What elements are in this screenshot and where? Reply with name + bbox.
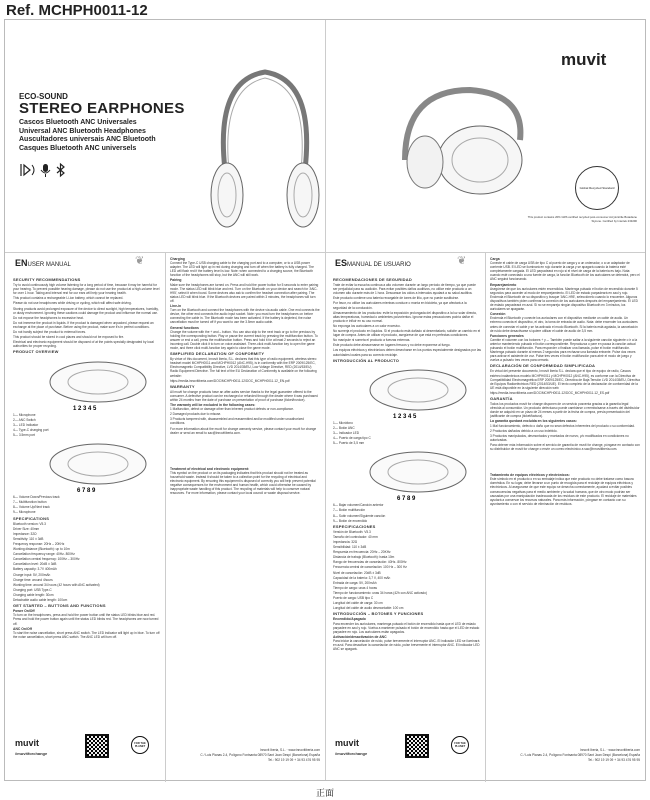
en-conformity-title: SIMPLIFIED DECLARATION OF CONFORMITY	[170, 351, 265, 357]
es-overview-diagram-1	[333, 364, 479, 420]
en-column-2	[170, 256, 320, 781]
en-address: C / Luis Planas 2-4, Polígono Fontsanta 08970 Sant Joan Despí (Barcelona) España	[200, 753, 320, 758]
es-warranty-text: Todos los productos muvit for change disponen de un servicio posventa gracias a la garantía legal ofrecida al consumidor. Un producto defectuoso puede cambiarse o reembolsarse a través del distribuidor donde se adquirió en un plazo de 24 meses a partir de la fecha de compra, previa presentación del justificante de compra (ticket/factura).	[490, 402, 640, 419]
en-warranty-title: WARRANTY	[170, 383, 195, 389]
cover-languages	[19, 119, 156, 153]
fold-es	[485, 252, 486, 782]
en-spec: Battery capacity: 3.7V 400mAh	[13, 567, 57, 572]
en-spec: Working distance (Bluetooth): up to 10m	[13, 547, 70, 552]
cover-lang-pt: Auscultadores universais ANC Bluetooth	[19, 136, 156, 143]
es-spec: Versión de Bluetooth: V5.3	[333, 529, 371, 534]
en-anc-title: ANC On/Off	[13, 626, 32, 631]
es-spec: Respuesta en frecuencia: 20Hz – 20KHz	[333, 550, 391, 555]
es-started-title: INTRODUCCIÓN – BOTONES Y FUNCIONES	[333, 611, 424, 617]
cover-eco-label: ECO-SOUND	[19, 92, 68, 101]
headphones-front-image	[205, 60, 325, 240]
en-planet-badge	[131, 736, 149, 754]
es-spec: Frecuencia central de cancelación: 100 Hz – 300 Hz	[333, 565, 407, 570]
en-specs-title: SPECIFICATIONS	[13, 515, 50, 521]
es-general-title: Funciones generales	[490, 333, 524, 338]
en-warranty-excl: 3 Products tampered with, disassembled and reassembled and/or modified under unauthorized conditions.	[170, 417, 304, 426]
es-pairing-text: Asegúrese de que los auriculares estén encendidos. Mantenga pulsado el botón de encendido durante 5 segundos para acceder al modo de emparejamiento. El LED de estado parpadeará en azul y rojo. Encienda el Bluetooth de su dispositivo y busque 'ANC-H95', selecciónelo cuando lo encuentre. Algunos dispositivos también piden confirmar la conexión de los auriculares después del emparejamiento. El LED de estado parpadeará en azul. Si no se empareja ningún dispositivo Bluetooth en 3 minutos, los auriculares se apagarán.	[490, 286, 638, 312]
es-power-title: Encendido/Apagado	[333, 617, 366, 622]
en-phone: Tel.: 902 19 19 09 + 34 93 476 95 95	[267, 758, 320, 763]
es-overview-item: 8— Subir volumen/Siguiente canción	[333, 513, 386, 518]
es-overview-item: 9— Botón de encendido	[333, 518, 368, 523]
en-spec: Bluetooth version: V5.3	[13, 521, 46, 526]
en-safety-item: Please do not use headphones while driving or cycling, which will affect safe driving.	[13, 301, 132, 306]
es-anc-title: Activación/desactivación de ANC	[333, 634, 387, 639]
en-spec: Charging cable length: 30cm	[13, 592, 54, 597]
es-charging-text: Conecte el cable de carga USB de tipo C al puerto de carga y a un ordenador, o a un adaptador de corriente USB. El LED se iluminará en rojo durante la carga y se apagará cuando la batería esté completamente cargada. El LED parpadeará en rojo si el nivel de carga de la batería es bajo. Nota: cuando esté conectado a una fuente de carga, la función Bluetooth de los auriculares se detendrá, pero el ANC seguirá funcionando.	[490, 261, 640, 282]
es-safety-item: Por favor, no utilice los auriculares mientras conduce o monta en bicicleta, ya que afectará a la seguridad de la conducción.	[333, 301, 467, 310]
es-company-info	[490, 748, 640, 763]
en-safety-item: Electrical and electronic equipment should be disposed of at the points specially designated by local authorities for proper recycling.	[13, 340, 154, 349]
es-phone: Tel.: 902 19 19 09 + 34 93 476 95 95	[587, 758, 640, 763]
es-spec: Tiempo de carga: unas 4 horas	[333, 585, 378, 590]
en-pairing-title: Pairing	[170, 278, 182, 283]
grs-seal-text: Global Recycled Standard	[579, 186, 615, 190]
en-qr-code	[85, 734, 109, 758]
recycle-note: This product contains 20% GRS certified recycled post-consumer Acrylonitrile Butadiene Styrene. Certified by Intertek 233290	[527, 215, 637, 223]
en-linein-text: Turn on the Bluetooth and connect the headphones with the device via audio cable. One end connects the device, the other end connects the audio input socket. Note: you must turn the headphones on before connecting the cable in. The Bluetooth mode has been activated. If the battery is depleted, the noise cancellation must be turned off if you want to use the 3.5mm audio cable.	[170, 308, 320, 325]
en-conformity-url[interactable]: https://media.innovitiberia.com/DOC/MCHPH0011-12/DOC_MCHPH0011-12_EN.pdf	[170, 378, 290, 383]
es-overview-item: 5— Puerto de 3,5 mm	[333, 441, 365, 446]
en-overview-diagram-1	[13, 356, 159, 412]
vertical-fold	[325, 20, 326, 780]
reference-code: Ref. MCHPH0011-12	[6, 2, 148, 19]
es-linein-text: Encienda el Bluetooth y conecte los auriculares con el dispositivo mediante un cable de audio. Un extremo conecta el dispositivo, el otro, la toma de entrada de audio. Nota: debe encender los auriculares antes de conectar el cable y se ha activado el modo Bluetooth. Si la batería está agotada, la cancelación de ruido debe desactivarse si quiere utilizar el cable de audio de 3,5 mm.	[490, 316, 638, 333]
en-overview-item: 3— LED Indicator	[13, 422, 39, 427]
en-overview-item: 5— 3.5mm port	[13, 432, 35, 437]
en-spec: Charge time: around 4hours	[13, 577, 53, 582]
es-planet-text: FOR THE PLANET	[454, 742, 466, 748]
en-column-1	[13, 276, 161, 781]
en-safety-item: Do not immerse the product in liquids. If the product is damaged when unpacked, please request an exchange at the place of purchase. Before using the product, make sure it's in perfect conditions.	[13, 320, 154, 329]
leaf-icon: ❦	[135, 255, 145, 267]
es-power-text: Para encender los auriculares, mantenga pulsado el botón de encendido hasta que el LED de estado parpadee en azul y rojo. Vuelva a mantener pulsado el botón de encendido hasta que el LED de estado parpadee en rojo. Los auriculares están apagados.	[333, 621, 480, 634]
en-spec: Detachable audio cable length: 100cm	[13, 598, 68, 603]
en-overview-item: 1— Microphone	[13, 412, 36, 417]
en-overview-item: 7— Multifunction button	[13, 500, 47, 505]
headphones-side-image	[385, 80, 535, 200]
brand-logo	[561, 50, 606, 70]
en-overview-item: 2— ANC Switch	[13, 417, 36, 422]
es-safety-item: Trate de evitar la escucha continua a alto volumen durante un largo período de tiempo, ya que puede ser perjudicial para su audición. Para evitar posibles daños auditivos, no utilice este producto a un volumen alto durante más de 1 hora. Descansar los oídos a intervalos ayudará a su salud auditiva.	[333, 283, 476, 296]
en-pairing-text: Make sure the headphones are turned on. Press and hold the power button for 5 seconds to enter pairing mode. The status LED will blink blue and red. Turn on the Bluetooth on your device and search for 'ANC-H95', select it when found. Some devices also ask to confirm the headset connection after pairing. The status LED will blink blue. If the Bluetooth devices are paired within 3 minutes, the headphones will turn off.	[170, 282, 319, 303]
en-safety-item: Storing products avoid prolonged exposure of the device to direct sunlight, high temperatures, humidity, or dusty environment. Ignoring these cautions could damage the product and influence the normal use.	[13, 306, 159, 315]
es-spec: Tiempo de funcionamiento: unas 34 horas (42h con ANC activado)	[333, 590, 427, 595]
es-general-text: Cambie el volumen con los botones + y –. También puede saltar a la siguiente canción siguiente o ir a la anterior manteniendo pulsado el botón correspondiente. Reproduzca o pare en pausa la canción actual pulsando el botón multifunción. Para responder o finalizar una llamada, pulse el botón multifunción. Mantenga pulsado durante al menos 2 segundos para rechazar una llamada entrante. Pulse dos veces para activar el asistente de voz. Pulse tres veces el botón multifunción para abrir el modo de juego y vuelva a pulsarlo tres veces para cerrarlo.	[490, 337, 638, 363]
es-warranty-excl: 3 Productos manipulados, desmontados y montados de nuevo, y/o modificados en condiciones no autorizadas.	[490, 433, 629, 442]
es-overview-title: INTRODUCCIÓN AL PRODUCTO	[333, 357, 400, 363]
microphone-icon	[41, 164, 50, 177]
es-charging-title: Carga	[490, 257, 500, 261]
es-weee-text: Este símbolo en el producto o en su embalaje indica que este producto no debe tratarse como basura doméstica. En su lugar, debe llevarse a un punto de recogida para el reciclaje de equipos eléctricos y electrónicos. Al asegurarse de que este equipo se desecha correctamente, ayudará a evitar posibles consecuencias negativas para el medio ambiente y la salud humana, que de otro modo podrían ser causadas por una manipulación inadecuada de los residuos de este producto. El reciclaje de materiales ayudará a conservar los recursos naturales. Para más información, póngase en contacto con su ayuntamiento o con el servicio de eliminación de residuos.	[490, 477, 637, 506]
es-spec: Tamaño del controlador: 40 mm	[333, 534, 378, 539]
es-warranty-excl: 2 Productos dañados debido a un uso indebido.	[490, 428, 558, 433]
leaf-icon: ❦	[457, 255, 467, 267]
en-spec: Charge input: 5V, 200mAh	[13, 572, 51, 577]
en-overview-item: 8— Volume Up/Next track	[13, 505, 50, 510]
es-safety-item: No sumerja el producto en líquidos. Si el producto está dañado al desembalarlo, solicite un cambio en el lugar de compra. Antes de utilizar el producto, asegúrese de que está en perfectas condiciones.	[333, 329, 481, 338]
en-spec: Driver Size: 40mm	[13, 526, 40, 531]
cover-title: STEREO EARPHONES	[19, 100, 185, 117]
en-safety-item: Try to avoid continuously high volume listening for a long period of time, because it may be harmful for your hearing. To prevent possible hearing damage, please do not use the product at a high-volume level for over 1 hour. Taking and interval rest for our ears will help your hearing health.	[13, 283, 160, 296]
en-overview-title: PRODUCT OVERVIEW	[13, 349, 59, 355]
es-spec: Entrada de carga: 5V, 200mAh	[333, 580, 377, 585]
svg-text:6 7 8 9: 6 7 8 9	[77, 488, 96, 495]
en-overview-item: 6— Volume Down/Previous track	[13, 495, 60, 500]
en-brand-footer-name: muvit	[15, 738, 40, 748]
es-spec: Impedancia: 32Ω	[333, 540, 358, 544]
es-spec: Rango de frecuencias de cancelación: 40Hz- 800Hz	[333, 560, 407, 565]
feature-icons	[19, 162, 75, 178]
es-anc-text: Para iniciar la cancelación de ruido, pulse brevemente el interruptor ANC. El indicador LED se iluminará en azul. Para desactivar la cancelación de ruido, pulse brevemente el interruptor ANC. El indicador LED ANC se apagará.	[333, 638, 480, 652]
es-conformity-text: En virtud del presente documento, Innovit Iberia S.L. declara que el tipo de equipo de radio, Cascos estéreo inalámbricos modelo MCHPH0011 y MCHPH0012 (ANC-H95), es conforme con la Directiva de Compatibilidad Electromagnética ERP 2009/125/EC, Directiva de Baja Tensión LVD 2014/35/EU, Directiva de Equipos Radioeléctricos RED (2014/53/UE). El texto completo de la declaración de conformidad de la UE está disponible en la siguiente dirección web:	[490, 369, 640, 390]
es-conformity-title: DECLARACIÓN DE CONFORMIDAD SIMPLIFICADA	[490, 363, 596, 369]
en-warranty-excl-title: The warranty will be excluded in the following cases:	[170, 403, 256, 408]
es-warranty-contact: Para obtener más información sobre el servicio de garantía de muvit for change, póngase en contacto con su distribuidor de muvit for change o envíe un correo electrónico a sac@innovitiberia.com.	[490, 442, 640, 452]
es-lang-code: ES	[335, 258, 348, 268]
en-manual-title: USER MANUAL	[27, 262, 71, 268]
es-safety-item: No exponga los auriculares a un calor excesivo.	[333, 323, 401, 328]
es-conformity-url[interactable]: https://media.innovitiberia.com/DOC/MCHPH0011-12/DOC_MCHPH0011-12_ES.pdf	[490, 390, 610, 395]
es-safety-item: Este producto contiene una batería recargable de iones de litio, que no puede sustituirse.	[333, 296, 459, 301]
svg-text:1 2 3 4 5: 1 2 3 4 5	[393, 413, 417, 420]
en-charging-text: Connect the Type-C USB charging cable to the charging port and to a computer, or to a USB power adapter. The LED will light up in red during charging and turn off when the battery is fully charged. The LED will flash red if the battery level is low. Note: when connected to a charging source, the Bluetooth function of the headphones will stop, but the ANC will still work.	[170, 261, 314, 278]
svg-text:1 2 3 4 5: 1 2 3 4 5	[73, 405, 97, 412]
es-spec: Puerto de carga: USB tipo C	[333, 596, 374, 601]
es-warranty-title: GARANTÍA	[490, 396, 513, 401]
es-spec: Nivel de cancelación: 20dB ± 3dB	[333, 570, 381, 575]
en-weee-text: This symbol on the product or on its packaging indicates that this product should not be treated as household waste. Instead it should be taken to a collection point for the recycling of electrical and electronic equipment. By ensuring this equipment is disposed of correctly you will help prevent potential negative consequences for the environment and human health, which could otherwise be caused by inappropriate waste handling of this product. The recycling of materials will help to conserve natural resources. For more information, please contact your local council or waste disposal service.	[170, 470, 316, 496]
anc-icon	[21, 164, 34, 176]
svg-text:6 7 8 9: 6 7 8 9	[397, 496, 416, 503]
bluetooth-icon	[57, 164, 64, 176]
en-weee-title: Treatment of electrical and electronic equipment:	[170, 466, 250, 471]
cover-lang-es: Cascos Bluetooth ANC Universales	[19, 119, 137, 126]
es-planet-badge	[451, 736, 469, 754]
en-linein-title: Line-in	[170, 304, 182, 309]
es-linein-title: Conexión	[490, 312, 506, 317]
manual-sheet	[4, 19, 646, 781]
es-manual-title: MANUAL DE USUARIO	[347, 262, 411, 268]
en-spec: Sensitivity: 110 ± 3dB	[13, 536, 44, 541]
en-spec: Frequency response: 20Hz – 20KHz	[13, 542, 65, 546]
en-company: Innovit Iberia, S.L. · www.innovitiberia.com	[259, 748, 320, 752]
en-anc-text: To start the noise cancellation, short press ANC switch. The LED indicator will light up in blue. To turn off the noise cancellation, short press ANC switch. The ANC LED will turn off.	[13, 630, 160, 639]
en-started-title: GET STARTED – BUTTONS AND FUNCTIONS	[13, 603, 106, 609]
en-safety-title: SECURITY RECOMMENDATIONS	[13, 277, 81, 282]
es-overview-diagram-2	[333, 446, 479, 502]
es-spec: Sensibilidad: 110 ± 3dB	[333, 545, 367, 550]
es-company: Innovit Iberia, S.L. · www.innovitiberia.com	[579, 748, 640, 752]
es-overview-item: 3— Indicador LED	[333, 430, 360, 435]
en-overview-item: 9— Microphone	[13, 510, 36, 515]
es-qr-code	[405, 734, 429, 758]
en-spec: Working time: around 34 hours (42 hours with ANC activated)	[13, 582, 100, 587]
es-overview-item: 4— Puerto de carga tipo C	[333, 436, 371, 441]
page-side-label: 正面	[315, 789, 334, 799]
en-general-text: Change the volume with the + and – button. You can also skip to the next track or go to the previous by holding the corresponding button. Play or pause the current track by pressing the multifunction button. To answer or end a call, press the multifunction button. Press and hold it for at least 2 seconds to reject an incoming call. Double click it to turn on voice assistant. Three-click multi-function key to open the game mode, and three click multi-function key again to close the game mode.	[170, 329, 318, 350]
en-warranty-text: All muvit for change products have an after-sales service thanks to the legal guarantee offered to the consumer. A defective product can be exchanged or refunded through the dealer where it was purchased within 24 months from the date of purchase on presentation of proof of purchase (ticket/invoice).	[170, 389, 318, 402]
es-safety-item: Almacenamiento de los productos: evite la exposición prolongada del dispositivo a la luz solar directa, altas temperaturas, humedad o ambientes polvorientos. Ignorar estas precauciones podría dañar el producto e influir en su uso normal.	[333, 310, 477, 323]
en-spec: Charging port: USB Type-C	[13, 587, 52, 592]
en-safety-item: Do not hardly subject the product to external forces.	[13, 330, 86, 335]
es-spec: Distancia de trabajo (Bluetooth): hasta 10m	[333, 555, 395, 560]
es-brand-footer	[335, 738, 359, 748]
grs-seal	[575, 166, 619, 210]
es-manual-header	[335, 258, 411, 268]
en-overview-diagram-2	[13, 438, 159, 494]
cover-lang-fr: Casques Bluetooth ANC universels	[19, 144, 137, 152]
en-spec: Cancellation central frequency: 100Hz – 300Hz	[13, 557, 80, 562]
es-safety-title: RECOMENDACIONES DE SEGURIDAD	[333, 277, 412, 282]
es-safety-item: Este producto debe almacenarse en lugares frescos y no debe exponerse al fuego.	[333, 343, 451, 348]
es-pairing-title: Emparejamiento	[490, 282, 517, 287]
es-weee-title: Tratamiento de equipos eléctricos y electrónicos:	[490, 473, 570, 478]
es-spec: Capacidad de la batería: 3,7 V, 400 mAh	[333, 575, 391, 580]
es-warranty-excl: 1 Mal funcionamiento, defecto o daño que no sean defectos inherentes del producto o su conformidad.	[490, 423, 635, 428]
en-spec: Impedance: 32Ω	[13, 531, 37, 536]
en-brand-footer	[15, 738, 39, 748]
es-brand-footer-name: muvit	[335, 738, 360, 748]
en-general-title: General functions	[170, 325, 199, 330]
en-manual-header	[15, 258, 71, 268]
es-column-1	[333, 276, 481, 781]
es-safety-item: Los equipos eléctricos y electrónicos deben desecharse en los puntos especialmente designados por las autoridades locales para su correcto reciclaje.	[333, 348, 481, 357]
es-column-2	[490, 256, 640, 781]
es-warranty-excl-title: La garantía quedará excluida en los siguientes casos:	[490, 419, 577, 424]
brand-name: muvit	[561, 50, 607, 69]
en-spec: Cancellation frequency range: 40Hz- 800Hz	[13, 552, 75, 557]
horizontal-fold	[5, 252, 645, 253]
es-overview-item: 2— Botón ANC	[333, 425, 355, 430]
es-specs-title: ESPECIFICACIONES	[333, 523, 376, 529]
en-company-info	[170, 748, 320, 763]
es-safety-item: No manipule ni someta el producto a fuerzas externas.	[333, 338, 411, 343]
en-charging-title: Charging	[170, 257, 185, 261]
en-warranty-excl: 1 Malfunction, defect or damage other than inherent product defects or non-compliance.	[170, 407, 294, 412]
en-power-text: To turn on the headphones, press and hold the power button until the status LED blinks blue and red. Press and hold the power button again until the status LED blinks red. The headphones are now turned off.	[13, 613, 159, 626]
es-address: C / Luis Planas 2-4, Polígono Fontsanta 08970 Sant Joan Despí (Barcelona) España	[520, 753, 640, 758]
en-safety-item: This product contains a rechargeable Li-ion battery, which cannot be replaced.	[13, 296, 124, 301]
en-power-title: Power On/Off	[13, 609, 35, 614]
en-warranty-contact: For more information about the muvit for change warranty service, please contact your muvit for change dealer or send an email to sac@innovitiberia.com.	[170, 426, 317, 435]
en-conformity-text: By virtue of this document, Innovit Iberia, S.L. declares that this type of radio equipment, wireless stereo headset model MCHPH0011 and MCHPH0012 (ANC-H95), is in conformity with the ERP 2009/125/EC, Electromagnetic Compatibility Directive, LVD 2014/35/EU, Low Voltage Directive, RED (2014/53/EU) Radio Equipment Directive. The full text of the EU Declaration of Conformity is available on the following website:	[170, 357, 317, 378]
fold-en	[165, 252, 166, 782]
en-warranty-excl: 2 Damaged products due to misuse.	[170, 412, 222, 417]
es-spec: Longitud del cable de audio desmontable: 100 cm	[333, 606, 404, 611]
es-hashtag: #muvitforchange	[335, 751, 368, 756]
en-lang-code: EN	[15, 258, 28, 268]
en-safety-item: This product should be stored in cool places and should not be exposed to fire.	[13, 335, 125, 340]
en-planet-text: FOR THE PLANET	[134, 742, 146, 748]
es-overview-item: 1— Micrófono	[333, 420, 353, 425]
es-overview-item: 7— Botón multifunción	[333, 508, 366, 513]
es-overview-item: 6— Bajar volumen/Canción anterior	[333, 503, 384, 508]
en-safety-item: Do not expose the headphones to excessive heat.	[13, 315, 84, 320]
cover-lang-en: Universal ANC Bluetooth Headphones	[19, 127, 146, 135]
en-overview-item: 4— Type-C charging port	[13, 427, 49, 432]
es-spec: Longitud del cable de carga: 30 cm	[333, 601, 383, 606]
en-spec: Cancellation level: 20dB ± 3dB	[13, 562, 57, 567]
en-hashtag: #muvitforchange	[15, 751, 48, 756]
